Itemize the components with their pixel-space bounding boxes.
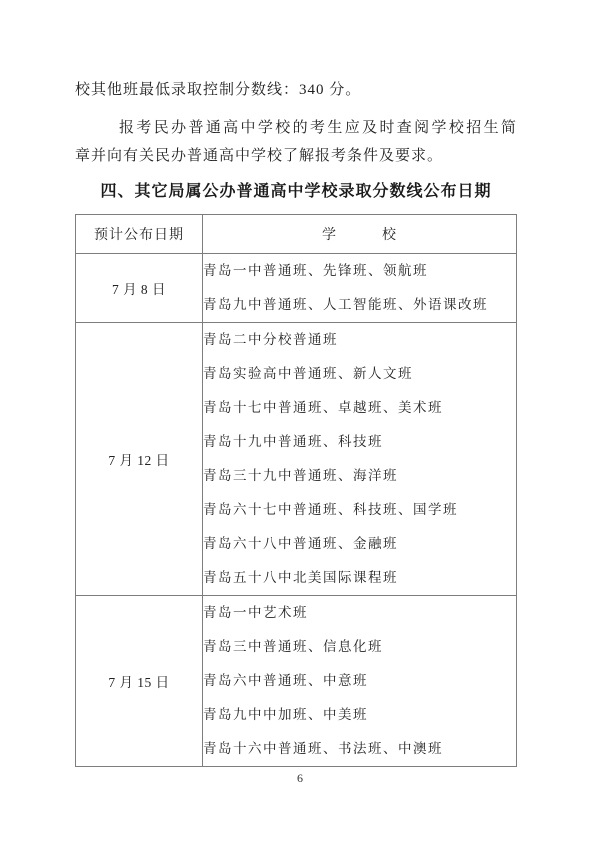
school-line: 青岛一中普通班、先锋班、领航班 (203, 263, 428, 278)
school-line: 青岛十六中普通班、书法班、中澳班 (203, 741, 443, 756)
schedule-table-header (76, 215, 517, 254)
school-list-cell (203, 254, 517, 323)
publish-date-cell: 7 月 15 日 (76, 596, 203, 767)
school-line: 青岛六中普通班、中意班 (203, 673, 368, 688)
school-line: 青岛三中普通班、信息化班 (203, 639, 383, 654)
school-line: 青岛九中中加班、中美班 (203, 707, 368, 722)
school-list-cell (203, 323, 517, 596)
column-header-date: 预计公布日期 (76, 215, 203, 254)
school-line: 青岛三十九中普通班、海洋班 (203, 468, 398, 483)
school-line: 青岛十七中普通班、卓越班、美术班 (203, 400, 443, 415)
school-line: 青岛六十八中普通班、金融班 (203, 536, 398, 551)
school-list-cell (203, 596, 517, 767)
section-heading: 四、其它局属公办普通高中学校录取分数线公布日期 (100, 183, 492, 200)
school-line: 青岛实验高中普通班、新人文班 (203, 366, 413, 381)
page-number: 6 (297, 771, 303, 785)
school-line: 青岛十九中普通班、科技班 (203, 434, 383, 449)
intro-continuation-line: 校其他班最低录取控制分数线：340 分。 (75, 82, 362, 98)
table-row (76, 596, 517, 767)
school-line: 青岛六十七中普通班、科技班、国学班 (203, 502, 458, 517)
school-line: 青岛一中艺术班 (203, 605, 308, 620)
schedule-table (75, 214, 517, 767)
column-header-school: 学 校 (203, 215, 517, 254)
intro-paragraph-line-1: 报考民办普通高中学校的考生应及时查阅学校招生简 (119, 120, 517, 136)
table-row (76, 323, 517, 596)
intro-paragraph (75, 114, 517, 170)
table-row (76, 254, 517, 323)
publish-date-cell: 7 月 8 日 (76, 254, 203, 323)
header-row (76, 215, 517, 254)
schedule-table-body (76, 254, 517, 767)
school-line: 青岛九中普通班、人工智能班、外语课改班 (203, 297, 488, 312)
school-line: 青岛五十八中北美国际课程班 (203, 570, 398, 585)
intro-paragraph-line-2: 章并向有关民办普通高中学校了解报考条件及要求。 (75, 148, 444, 164)
school-line: 青岛二中分校普通班 (203, 332, 338, 347)
publish-date-cell: 7 月 12 日 (76, 323, 203, 596)
